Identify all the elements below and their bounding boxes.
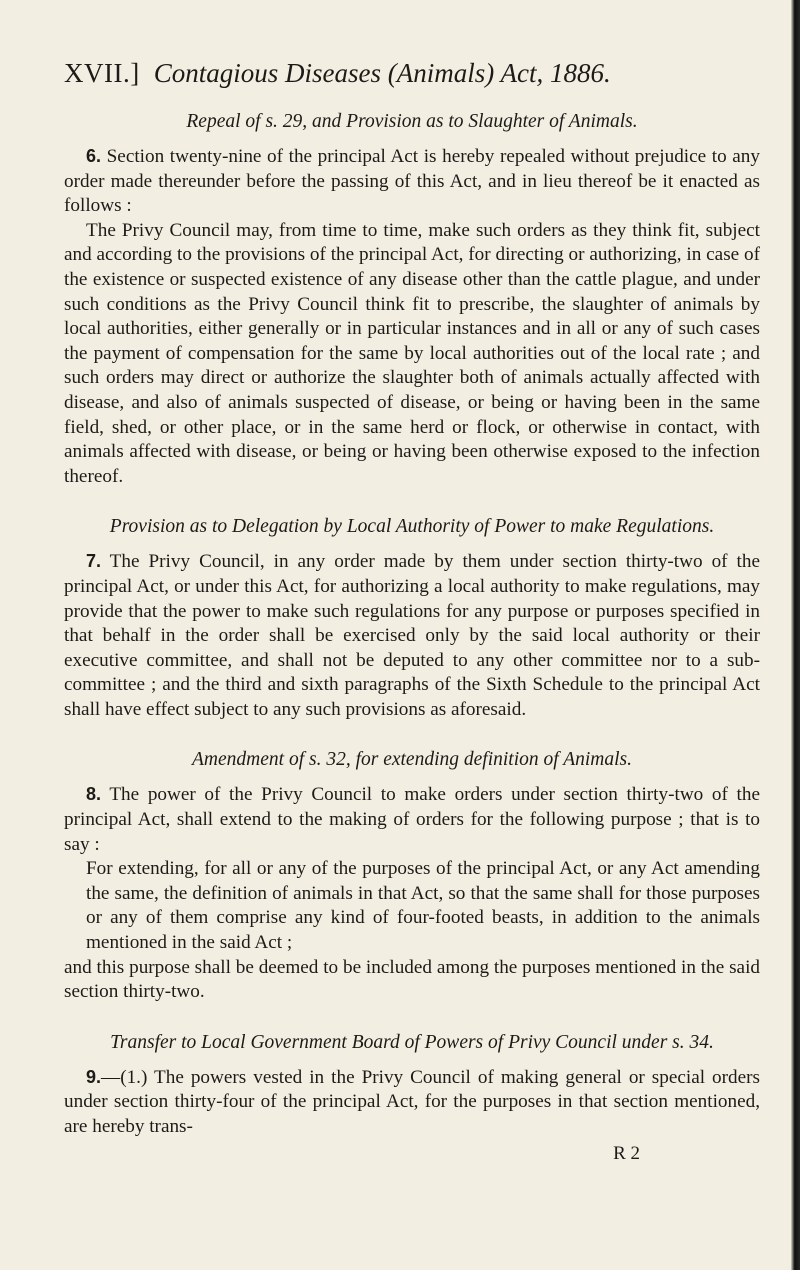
page-edge: [791, 0, 800, 1270]
section-paragraph: [64, 549, 760, 722]
section-6: [64, 110, 760, 489]
paragraph-text: The power of the Privy Council to make orders under section thirty-two of the principal Act, shall extend to the making of orders for the following purpose ; that is to say :: [64, 784, 760, 855]
closing-paragraph: and this purpose shall be deemed to be included among the purposes mentioned in the said section thirty-two.: [64, 956, 760, 1003]
section-heading: Amendment of s. 32, for extending definition of Animals.: [192, 749, 632, 771]
section-heading: Repeal of s. 29, and Provision as to Slaughter of Animals.: [186, 111, 638, 132]
section-number: 8.: [86, 784, 102, 805]
section-8: [64, 748, 760, 1004]
paragraph-text: Section twenty-nine of the principal Act is hereby repealed without prejudice to any order made thereunder before the passing of this Act, and in lieu thereof be it enacted as follows :: [64, 146, 760, 217]
signature-mark: R 2: [613, 1142, 640, 1164]
section-paragraph: The Privy Council may, from time to time, make such orders as they think fit, subject and according to the provisions of the principal Act, for directing or authorizing, in case of the existence or suspected existence of any disease other than the cattle plague, and under such conditions as the Privy Council think fit to prescribe, the slaughter of animals by local authorities, either generally or in particular instances and in all or any of such cases the payment of compensation for the same by local authorities out of the local rate ; and such orders may direct or authorize the slaughter both of animals actually affected with disease, and also of animals suspected of disease, or being or having been in the same field, shed, or other place, or in the same herd or flock, or otherwise in contact, with animals affected with disease, or being or having been otherwise exposed to the infection thereof.: [64, 219, 760, 487]
section-number: 9.: [86, 1066, 102, 1087]
section-7: [64, 515, 760, 722]
section-paragraph: [64, 782, 760, 857]
section-number: 7.: [86, 551, 102, 572]
section-paragraph: [64, 1065, 760, 1140]
hanging-paragraph: For extending, for all or any of the purposes of the principal Act, or any Act amending the same, the definition of animals in that Act, so that the same shall for those purposes or any of them comprise any kind of four-footed beasts, in addition to the animals mentioned in the said Act ;: [86, 858, 760, 954]
section-paragraph: [64, 144, 760, 219]
paragraph-text: —(1.) The powers vested in the Privy Council of making general or special orders under section thirty-four of the principal Act, for the purposes in that section mentioned, are hereby trans-: [64, 1066, 760, 1137]
chapter-number: XVII.]: [64, 58, 140, 88]
paragraph-text: The Privy Council, in any order made by them under section thirty-two of the principal Act, or under this Act, for authorizing a local authority to make regulations, may provide that the power to make such regulations for any purpose or purposes specified in that behalf in the order shall be exercised only by the said local authority or their executive committee, and shall not be deputed to any other committee nor to a sub-committee ; and the third and sixth paragraphs of the Sixth Schedule to the principal Act shall have effect subject to any such provisions as aforesaid.: [64, 551, 760, 720]
section-number: 6.: [86, 146, 102, 166]
section-heading: Transfer to Local Government Board of Powers of Privy Council under s. 34.: [110, 1031, 714, 1053]
section-9: [64, 1031, 760, 1140]
running-head: [64, 56, 760, 90]
section-heading: Provision as to Delegation by Local Authority of Power to make Regulations.: [109, 516, 715, 538]
running-head-title: Contagious Diseases (Animals) Act, 1886.: [153, 58, 611, 88]
page-content: [64, 56, 760, 1166]
